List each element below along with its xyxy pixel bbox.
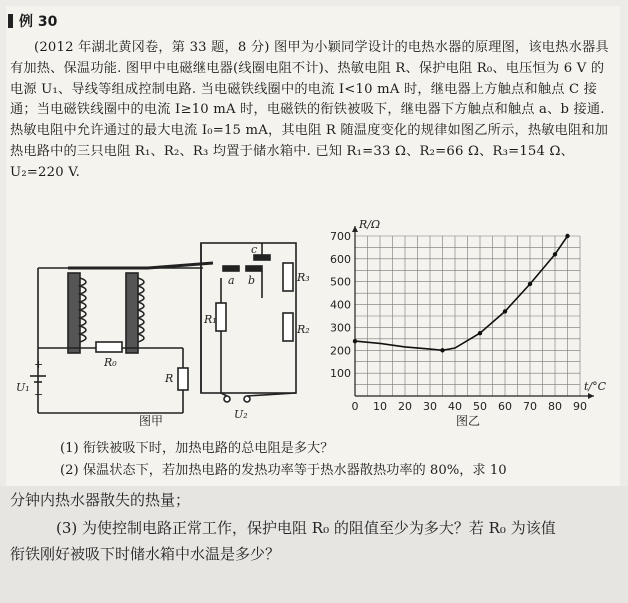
chart-grid: [355, 236, 580, 396]
example-header: [8, 12, 57, 30]
label-a: a: [228, 274, 235, 287]
data-point: [503, 309, 507, 313]
label-u1: U₁: [16, 381, 30, 394]
y-axis-arrow-icon: [352, 226, 358, 232]
header-marker-icon: [8, 14, 13, 28]
problem-paragraph: (2012 年湖北黄冈卷，第 33 题，8 分) 图甲为小颖同学设计的电热水器的原理图，该电热水器具有加热、保温功能. 图甲中电磁继电器(线圈电阻不计)、热敏电阻 R、保护电阻 R₀、电压恒为 6 V 的电源 U₁、导线等组成控制电路. 当电磁铁线圈中的电流 I<10 mA 时，继电器上方触点和触点 C 接通；当电磁铁线圈中的电流 I≥10 mA 时，电磁铁的衔铁被吸下，继电器下方触点和触点 a、b 接通. 热敏电阻中允许通过的最大电流 I₀=15 mA，其电阻 R 随温度变化的规律如图乙所示，热敏电阻和加热电路中的三只电阻 R₁、R₂、R₃ 均置于储水箱中. 已知 R₁=33 Ω、R₂=66 Ω、R₃=154 Ω、U₂=220 V.: [10, 40, 609, 180]
example-title: 例 30: [19, 14, 58, 30]
data-point: [440, 348, 444, 352]
figure-a-caption: 图甲: [139, 414, 164, 428]
label-plus: +: [34, 358, 44, 371]
question-2: (2) 保温状态下，若加热电路的发热功率等于热水器散热功率的 80%，求 10: [60, 463, 507, 478]
label-c: c: [251, 243, 258, 256]
question-3-line-1: (3) 为使控制电路正常工作，保护电阻 R₀ 的阻值至少为多大？若 R₀ 为该值: [56, 519, 556, 537]
x-tick-label: 80: [548, 400, 562, 413]
x-tick-label: 60: [498, 400, 512, 413]
label-r1: R₁: [204, 313, 217, 326]
label-u2: U₂: [234, 408, 248, 421]
label-r2: R₂: [297, 323, 310, 336]
figure-b-caption: 图乙: [456, 414, 481, 428]
question-2-continued: 分钟内热水器散失的热量；: [10, 491, 191, 509]
y-tick-label: 700: [330, 230, 351, 243]
data-point: [565, 234, 569, 238]
y-tick-label: 400: [330, 298, 351, 312]
x-axis-label: t/°C: [584, 380, 607, 393]
data-point: [528, 282, 532, 286]
question-3-line-2: 衔铁刚好被吸下时储水箱中水温是多少？: [10, 545, 281, 563]
label-r0: R₀: [104, 356, 117, 369]
label-r3: R₃: [297, 271, 310, 284]
x-tick-label: 0: [351, 400, 359, 413]
y-tick-label: 100: [330, 367, 351, 381]
x-axis-arrow-icon: [588, 393, 594, 399]
label-b: b: [248, 274, 256, 287]
data-point: [478, 331, 482, 335]
data-point: [353, 339, 357, 343]
x-tick-label: 10: [373, 400, 387, 413]
y-tick-label: 500: [330, 275, 351, 289]
y-tick-label: 300: [330, 321, 351, 335]
label-r: R: [165, 372, 174, 385]
x-tick-label: 50: [473, 400, 487, 413]
x-tick-label: 30: [423, 400, 437, 413]
x-tick-label: 40: [448, 400, 462, 413]
x-tick-label: 20: [398, 400, 412, 413]
label-minus: −: [34, 388, 44, 401]
question-1: (1) 衔铁被吸下时，加热电路的总电阻是多大？: [60, 441, 334, 456]
y-axis-label: R/Ω: [359, 218, 381, 231]
y-tick-label: 200: [330, 344, 351, 358]
data-point: [553, 252, 557, 256]
x-tick-label: 70: [523, 400, 537, 413]
resistance-temperature-chart: [325, 218, 610, 418]
x-tick-label: 90: [573, 400, 587, 413]
circuit-diagram: [8, 218, 308, 438]
y-tick-label: 600: [330, 252, 351, 266]
